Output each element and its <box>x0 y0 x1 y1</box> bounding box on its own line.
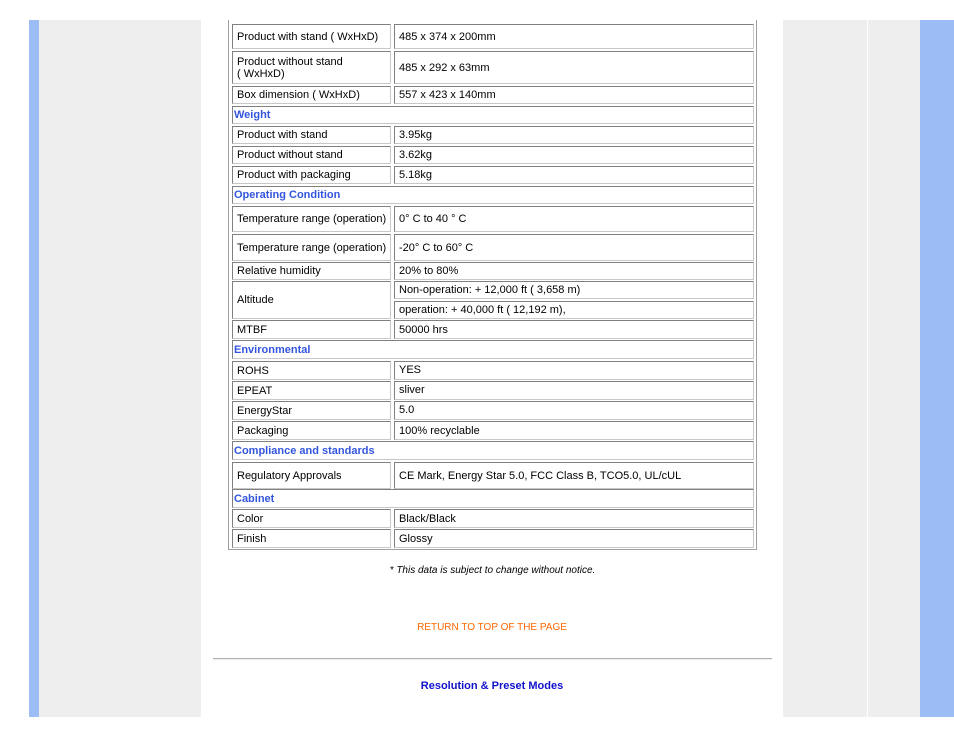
section-heading-weight: Weight <box>232 106 754 124</box>
spec-value: 0° C to 40 ° C <box>394 206 754 232</box>
spec-label-line: Product without stand <box>237 55 343 68</box>
spec-value: 3.95kg <box>394 126 754 144</box>
spec-value: -20° C to 60° C <box>394 234 754 261</box>
left-blue-sidebar <box>29 20 39 717</box>
spec-label: Product without stand <box>232 146 391 164</box>
spec-label: Relative humidity <box>232 262 391 280</box>
return-to-top-link[interactable]: RETURN TO TOP OF THE PAGE <box>417 622 567 633</box>
spec-label: Finish <box>232 529 391 548</box>
spec-label: MTBF <box>232 320 391 339</box>
spec-label: Box dimension ( WxHxD) <box>232 86 391 104</box>
spec-label <box>232 51 391 84</box>
right-blue-sidebar <box>920 20 954 717</box>
spec-value: 5.18kg <box>394 166 754 184</box>
spec-value: Non-operation: + 12,000 ft ( 3,658 m) <box>394 281 754 299</box>
spec-value: Glossy <box>394 529 754 548</box>
right-gray-panel <box>783 20 867 717</box>
spec-label: ROHS <box>232 361 391 380</box>
section-heading-cabinet: Cabinet <box>232 489 754 508</box>
spec-label: Temperature range (operation) <box>232 206 391 232</box>
disclaimer-note: * This data is subject to change without notice. <box>389 565 596 576</box>
spec-value: 485 x 374 x 200mm <box>394 24 754 49</box>
spec-label-line: ( WxHxD) <box>237 67 285 80</box>
section-heading-operating-condition: Operating Condition <box>232 186 754 204</box>
spec-value: YES <box>394 361 754 380</box>
spec-label: Packaging <box>232 421 391 440</box>
section-heading-environmental: Environmental <box>232 340 754 359</box>
spec-value: 50000 hrs <box>394 320 754 339</box>
spec-label: Altitude <box>232 281 391 319</box>
spec-value: Black/Black <box>394 509 754 528</box>
spec-label: Regulatory Approvals <box>232 462 391 489</box>
spec-label: Temperature range (operation) <box>232 234 391 261</box>
spec-label: Color <box>232 509 391 528</box>
spec-value: 5.0 <box>394 401 754 420</box>
section-heading-compliance: Compliance and standards <box>232 441 754 460</box>
spec-label: EPEAT <box>232 381 391 400</box>
right-gray-panel-narrow <box>868 20 920 717</box>
left-gray-panel <box>39 20 201 717</box>
spec-label: Product with stand <box>232 126 391 144</box>
spec-label: Product with stand ( WxHxD) <box>232 24 391 49</box>
spec-value: operation: + 40,000 ft ( 12,192 m), <box>394 301 754 319</box>
horizontal-divider <box>213 658 772 660</box>
spec-value: 20% to 80% <box>394 262 754 280</box>
spec-value: 100% recyclable <box>394 421 754 440</box>
spec-value: 485 x 292 x 63mm <box>394 51 754 84</box>
spec-label: EnergyStar <box>232 401 391 420</box>
spec-value: sliver <box>394 381 754 400</box>
spec-value: CE Mark, Energy Star 5.0, FCC Class B, TCO5.0, UL/cUL <box>394 462 754 489</box>
spec-value: 557 x 423 x 140mm <box>394 86 754 104</box>
spec-label: Product with packaging <box>232 166 391 184</box>
spec-value: 3.62kg <box>394 146 754 164</box>
resolution-preset-modes-link[interactable]: Resolution & Preset Modes <box>420 680 564 692</box>
